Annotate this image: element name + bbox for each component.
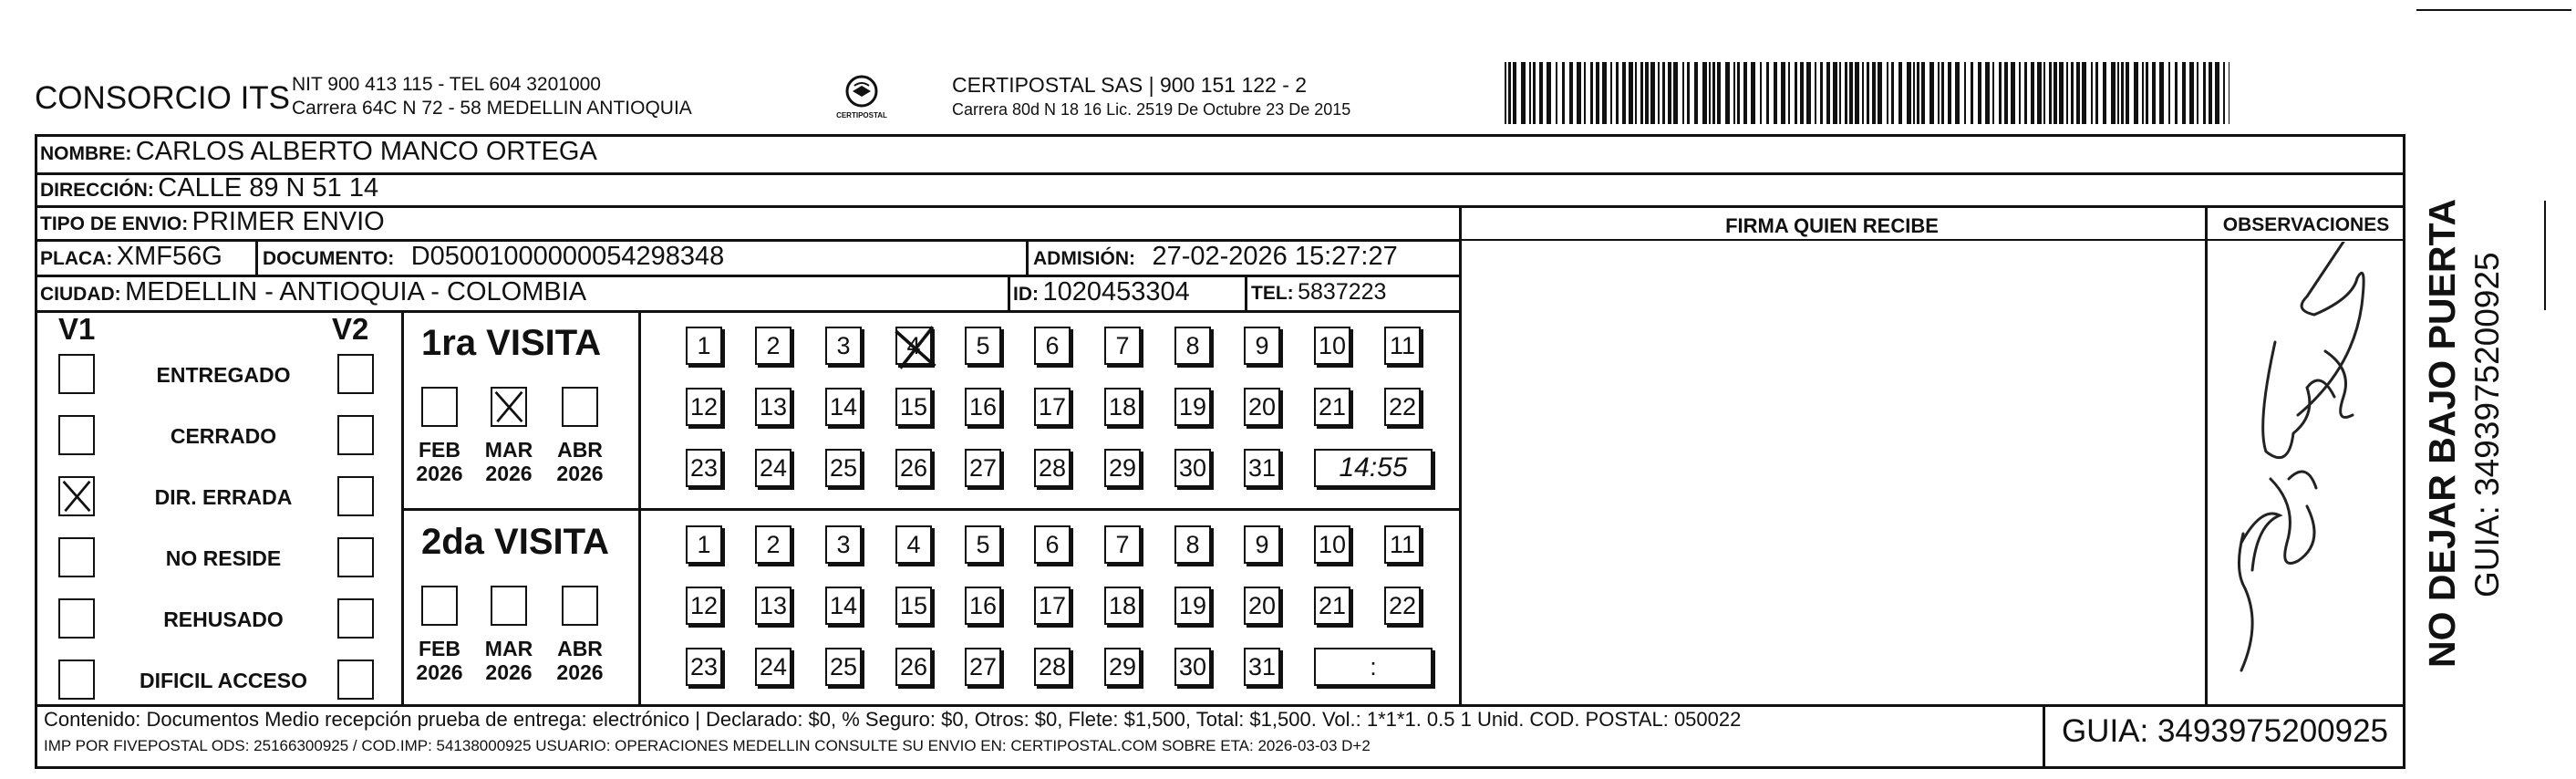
barcode-bar [1673, 62, 1678, 124]
v2-label: V2 [332, 312, 369, 346]
day-box[interactable]: 7 [1104, 525, 1141, 564]
barcode-bar [1887, 62, 1888, 124]
barcode-bar [1855, 62, 1859, 124]
company-name: CONSORCIO ITS [35, 80, 291, 116]
day-box[interactable]: 7 [1104, 327, 1141, 365]
barcode-bar [1725, 62, 1730, 124]
barcode-bar [2134, 62, 2138, 124]
day-box[interactable]: 20 [1244, 388, 1280, 426]
barcode-bar [1682, 62, 1684, 124]
day-box[interactable]: 28 [1034, 449, 1071, 487]
day-box[interactable]: 27 [965, 648, 1001, 686]
v1-checkbox[interactable] [58, 537, 95, 577]
barcode-bar [2126, 62, 2129, 124]
barcode-bar [1733, 62, 1735, 124]
month-label [412, 637, 467, 684]
barcode-bar [1849, 62, 1853, 124]
barcode-bar [1999, 62, 2002, 124]
barcode-bar [2168, 62, 2170, 124]
admision-label: ADMISIÓN: [1033, 248, 1135, 269]
day-box[interactable]: 12 [686, 388, 722, 426]
barcode-bar [1687, 62, 1690, 124]
barcode-bar [1867, 62, 1869, 124]
barcode-bar [1774, 62, 1777, 124]
barcode-bar [2011, 62, 2015, 124]
barcode-bar [1737, 62, 1740, 124]
day-box[interactable]: 31 [1244, 648, 1280, 686]
tipo-envio-row [40, 207, 385, 237]
day-box[interactable]: 16 [965, 587, 1001, 625]
day-box[interactable]: 9 [1244, 327, 1280, 365]
day-box[interactable]: 14 [825, 587, 862, 625]
v1-checkbox[interactable] [58, 660, 95, 700]
day-box[interactable]: 2 [755, 525, 791, 564]
month-year: 2026 [416, 660, 463, 684]
barcode-bar [1815, 62, 1816, 124]
barcode-bar [1878, 62, 1882, 124]
barcode-bar [2223, 62, 2225, 124]
day-box[interactable]: 21 [1314, 388, 1350, 426]
barcode-bar [1508, 62, 1511, 124]
barcode-bar [2031, 62, 2034, 124]
month-name: MAR [484, 637, 533, 660]
barcode-bar [1562, 62, 1565, 124]
barcode-bar [1929, 62, 1934, 124]
barcode-bar [1964, 62, 1966, 124]
barcode-bar [1616, 62, 1619, 124]
barcode-bar [1833, 62, 1837, 124]
barcode-bar [1662, 62, 1665, 124]
margin-mark [2544, 201, 2546, 310]
barcode-bar [1717, 62, 1721, 124]
barcode-bar [1577, 62, 1581, 124]
barcode-bar [1862, 62, 1864, 124]
day-box[interactable]: 2 [755, 327, 791, 365]
barcode-bar [1760, 62, 1762, 124]
day-box[interactable]: 15 [895, 388, 932, 426]
direccion-value: CALLE 89 N 51 14 [158, 173, 379, 203]
day-box[interactable]: 29 [1104, 449, 1141, 487]
day-box[interactable]: 10 [1314, 525, 1350, 564]
barcode-bar [1668, 62, 1671, 124]
month-checkbox[interactable] [491, 387, 527, 427]
firma-header: FIRMA QUIEN RECIBE [1725, 214, 1939, 237]
day-box[interactable]: 26 [895, 449, 932, 487]
day-box[interactable]: 1 [686, 327, 722, 365]
month-year: 2026 [556, 660, 604, 684]
day-box[interactable]: 17 [1034, 388, 1071, 426]
barcode-bar [1539, 62, 1543, 124]
tipo-envio-label: TIPO DE ENVIO: [40, 213, 189, 234]
side-guia: GUIA: 3493975200925 [2468, 252, 2506, 597]
company-address: Carrera 64C N 72 - 58 MEDELLIN ANTIOQUIA [292, 98, 692, 119]
day-box[interactable]: 22 [1384, 388, 1421, 426]
barcode-bar [2059, 62, 2064, 124]
barcode-bar [1521, 62, 1526, 124]
day-box[interactable]: 11 [1384, 525, 1421, 564]
barcode-bar [1938, 62, 1940, 124]
day-cross-mark [892, 325, 939, 370]
v1-label: V1 [58, 312, 96, 346]
barcode-bar [2024, 62, 2027, 124]
direccion-label: DIRECCIÓN: [40, 180, 154, 201]
barcode-bar [2082, 62, 2086, 124]
barcode-bar [1650, 62, 1655, 124]
certipostal-logo: CERTIPOSTAL [834, 71, 889, 126]
carrier-license: Carrera 80d N 18 16 Lic. 2519 De Octubre 23 De 2015 [952, 100, 1351, 119]
barcode-bar [1766, 62, 1769, 124]
barcode-bar [1800, 62, 1804, 124]
footer-imp: IMP POR FIVEPOSTAL ODS: 25166300925 / COD.IMP: 54138000925 USUARIO: OPERACIONES MEDELLIN CONSULTE SU ENVIO EN: CERTIPOSTAL.COM SOBRE ETA: 2026-03-03 D+2 [44, 737, 1371, 754]
barcode-bar [1826, 62, 1830, 124]
day-box[interactable]: 22 [1384, 587, 1421, 625]
handwritten-signature [2207, 242, 2403, 702]
month-checkbox[interactable] [562, 387, 598, 427]
barcode-bar [1781, 62, 1785, 124]
barcode-bar [2103, 62, 2106, 124]
barcode-bar [1978, 62, 1981, 124]
documento-value: D05001000000054298348 [410, 242, 725, 271]
v2-checkbox[interactable] [337, 537, 374, 577]
barcode-bar [2054, 62, 2057, 124]
side-warning: NO DEJAR BAJO PUERTA [2421, 198, 2463, 668]
nombre-label: NOMBRE: [40, 143, 132, 164]
barcode-bar [1743, 62, 1747, 124]
barcode-bar [2019, 62, 2021, 124]
barcode-bar [2182, 62, 2186, 124]
status-option-label: DIR. ERRADA [154, 485, 293, 509]
barcode-bar [1658, 62, 1660, 124]
day-box[interactable]: 25 [825, 648, 862, 686]
barcode-bar [1533, 62, 1536, 124]
barcode-bar [1709, 62, 1711, 124]
barcode-bar [1529, 62, 1531, 124]
barcode-bar [1907, 62, 1911, 124]
day-box[interactable]: 4 [895, 525, 932, 564]
day-box[interactable]: 18 [1104, 587, 1141, 625]
visit-title: 2da VISITA [421, 522, 609, 562]
month-label [412, 438, 467, 485]
barcode [1505, 62, 2229, 124]
barcode-bar [1941, 62, 1944, 124]
barcode-bar [1788, 62, 1790, 124]
month-label [481, 438, 536, 485]
day-box[interactable]: 20 [1244, 587, 1280, 625]
day-box[interactable]: 6 [1034, 327, 1071, 365]
status-option-label: DIFICIL ACCESO [139, 669, 307, 692]
barcode-bar [2076, 62, 2080, 124]
barcode-bar [1569, 62, 1573, 124]
day-box[interactable]: 18 [1104, 388, 1141, 426]
day-box[interactable]: 13 [755, 388, 791, 426]
day-box[interactable]: 3 [825, 327, 862, 365]
barcode-bar [1872, 62, 1876, 124]
time-box[interactable]: : [1314, 648, 1433, 686]
v2-checkbox[interactable] [337, 598, 374, 639]
carrier-name: CERTIPOSTAL SAS | 900 151 122 - 2 [952, 73, 1308, 97]
barcode-bar [1845, 62, 1847, 124]
day-box[interactable]: 5 [965, 525, 1001, 564]
barcode-bar [2215, 62, 2219, 124]
barcode-bar [1513, 62, 1516, 124]
barcode-bar [1547, 62, 1551, 124]
ciudad-label: CIUDAD: [40, 284, 121, 305]
documento-label: DOCUMENTO: [263, 248, 395, 269]
id-label: ID: [1013, 284, 1039, 305]
barcode-bar [2146, 62, 2148, 124]
day-box[interactable]: 30 [1174, 449, 1211, 487]
placa-row [40, 242, 222, 272]
v1-checkbox[interactable] [58, 415, 95, 455]
barcode-bar [1913, 62, 1915, 124]
barcode-bar [1584, 62, 1586, 124]
barcode-bar [2189, 62, 2194, 124]
month-year: 2026 [556, 462, 604, 485]
month-label [553, 637, 607, 684]
barcode-bar [2037, 62, 2042, 124]
barcode-bar [2142, 62, 2144, 124]
id-value: 1020453304 [1042, 277, 1190, 306]
barcode-bar [2095, 62, 2098, 124]
time-box[interactable]: 14:55 [1314, 449, 1433, 487]
day-box[interactable]: 31 [1244, 449, 1280, 487]
month-checkbox[interactable] [421, 387, 458, 427]
month-label [481, 637, 536, 684]
day-box[interactable]: 8 [1174, 525, 1211, 564]
barcode-bar [1992, 62, 1994, 124]
day-box[interactable]: 15 [895, 587, 932, 625]
direccion-row [40, 173, 378, 203]
barcode-bar [1751, 62, 1755, 124]
placa-label: PLACA: [40, 248, 113, 269]
day-box[interactable]: 19 [1174, 587, 1211, 625]
barcode-bar [2043, 62, 2045, 124]
footer-contenido: Contenido: Documentos Medio recepción prueba de entrega: electrónico | Declarado: $0, % Seguro: $0, Otros: $0, Flete: $1,500, Total: $1,500. Vol.: 1*1*1. 0.5 1 Unid. COD. POSTAL: 050022 [44, 708, 1742, 731]
day-box[interactable]: 30 [1174, 648, 1211, 686]
margin-line [2416, 9, 2571, 11]
month-year: 2026 [485, 462, 533, 485]
barcode-bar [2175, 62, 2178, 124]
barcode-bar [1610, 62, 1612, 124]
month-checkbox[interactable] [421, 586, 458, 626]
month-label [553, 438, 607, 485]
barcode-bar [1898, 62, 1902, 124]
day-box[interactable]: 16 [965, 388, 1001, 426]
v1-checkbox[interactable] [58, 598, 95, 639]
placa-value: XMF56G [116, 242, 222, 271]
v2-checkbox[interactable] [337, 354, 374, 394]
barcode-bar [1795, 62, 1797, 124]
tel-label: TEL: [1251, 283, 1294, 304]
v1-checkbox[interactable] [58, 476, 95, 516]
barcode-bar [1590, 62, 1593, 124]
barcode-bar [1917, 62, 1919, 124]
month-year: 2026 [485, 660, 533, 684]
barcode-bar [2049, 62, 2052, 124]
day-box[interactable]: 4 [895, 327, 932, 365]
barcode-bar [1629, 62, 1633, 124]
documento-row [263, 242, 724, 272]
day-box[interactable]: 24 [755, 648, 791, 686]
footer-guia: GUIA: 3493975200925 [2061, 713, 2389, 749]
barcode-bar [1806, 62, 1811, 124]
ciudad-value: MEDELLIN - ANTIOQUIA - COLOMBIA [125, 277, 587, 306]
v2-checkbox[interactable] [337, 476, 374, 516]
barcode-bar [1891, 62, 1894, 124]
barcode-bar [1505, 62, 1506, 124]
barcode-bar [2004, 62, 2008, 124]
barcode-bar [1645, 62, 1649, 124]
barcode-bar [1985, 62, 1990, 124]
day-box[interactable]: 25 [825, 449, 862, 487]
month-name: ABR [557, 637, 603, 660]
day-box[interactable]: 9 [1244, 525, 1280, 564]
barcode-bar [2209, 62, 2212, 124]
barcode-bar [1556, 62, 1557, 124]
day-box[interactable]: 8 [1174, 327, 1211, 365]
day-box[interactable]: 27 [965, 449, 1001, 487]
month-checkbox[interactable] [562, 586, 598, 626]
v1-checkbox[interactable] [58, 354, 95, 394]
ciudad-row [40, 277, 586, 307]
day-box[interactable]: 13 [755, 587, 791, 625]
day-box[interactable]: 26 [895, 648, 932, 686]
nombre-row [40, 137, 597, 167]
day-box[interactable]: 28 [1034, 648, 1071, 686]
barcode-bar [2071, 62, 2074, 124]
day-box[interactable]: 5 [965, 327, 1001, 365]
month-name: FEB [419, 637, 460, 660]
barcode-bar [1839, 62, 1841, 124]
admision-row [1033, 242, 1398, 272]
barcode-bar [1635, 62, 1637, 124]
barcode-bar [1820, 62, 1823, 124]
day-box[interactable]: 10 [1314, 327, 1350, 365]
visit-title: 1ra VISITA [421, 323, 602, 363]
barcode-bar [2111, 62, 2116, 124]
day-box[interactable]: 12 [686, 587, 722, 625]
day-box[interactable]: 1 [686, 525, 722, 564]
barcode-bar [2203, 62, 2206, 124]
status-option-label: NO RESIDE [165, 546, 282, 570]
barcode-bar [2152, 62, 2156, 124]
day-box[interactable]: 14 [825, 388, 862, 426]
day-box[interactable]: 29 [1104, 648, 1141, 686]
month-name: FEB [419, 438, 460, 462]
v2-checkbox[interactable] [337, 660, 374, 700]
tel-row [1251, 279, 1386, 306]
barcode-bar [1640, 62, 1643, 124]
barcode-bar [2197, 62, 2198, 124]
day-box[interactable]: 3 [825, 525, 862, 564]
id-row [1013, 277, 1190, 307]
status-option-label: ENTREGADO [156, 363, 291, 387]
v2-checkbox[interactable] [337, 415, 374, 455]
tipo-envio-value: PRIMER ENVIO [191, 207, 385, 236]
barcode-bar [2066, 62, 2068, 124]
barcode-bar [2117, 62, 2119, 124]
tel-value: 5837223 [1298, 279, 1387, 305]
admision-value: 27-02-2026 15:27:27 [1152, 242, 1398, 271]
status-option-label: REHUSADO [163, 608, 284, 631]
month-checkbox[interactable] [491, 586, 527, 626]
barcode-bar [2121, 62, 2124, 124]
month-name: ABR [557, 438, 603, 462]
month-year: 2026 [416, 462, 463, 485]
barcode-bar [1596, 62, 1599, 124]
barcode-bar [1602, 62, 1607, 124]
day-box[interactable]: 11 [1384, 327, 1421, 365]
barcode-bar [1955, 62, 1960, 124]
company-nit: NIT 900 413 115 - TEL 604 3201000 [292, 74, 601, 95]
barcode-bar [1948, 62, 1951, 124]
day-box[interactable]: 6 [1034, 525, 1071, 564]
barcode-bar [1694, 62, 1698, 124]
day-box[interactable]: 17 [1034, 587, 1071, 625]
day-box[interactable]: 21 [1314, 587, 1350, 625]
nombre-value: CARLOS ALBERTO MANCO ORTEGA [135, 137, 597, 166]
day-box[interactable]: 19 [1174, 388, 1211, 426]
barcode-bar [1971, 62, 1973, 124]
barcode-bar [2091, 62, 2093, 124]
day-box[interactable]: 24 [755, 449, 791, 487]
barcode-bar [2159, 62, 2164, 124]
status-option-label: CERRADO [170, 424, 277, 448]
day-box[interactable]: 23 [686, 648, 722, 686]
barcode-bar [1712, 62, 1715, 124]
month-name: MAR [484, 438, 533, 462]
barcode-bar [1702, 62, 1707, 124]
day-box[interactable]: 23 [686, 449, 722, 487]
barcode-bar [1622, 62, 1626, 124]
barcode-bar [1921, 62, 1925, 124]
observaciones-header: OBSERVACIONES [2222, 214, 2390, 235]
